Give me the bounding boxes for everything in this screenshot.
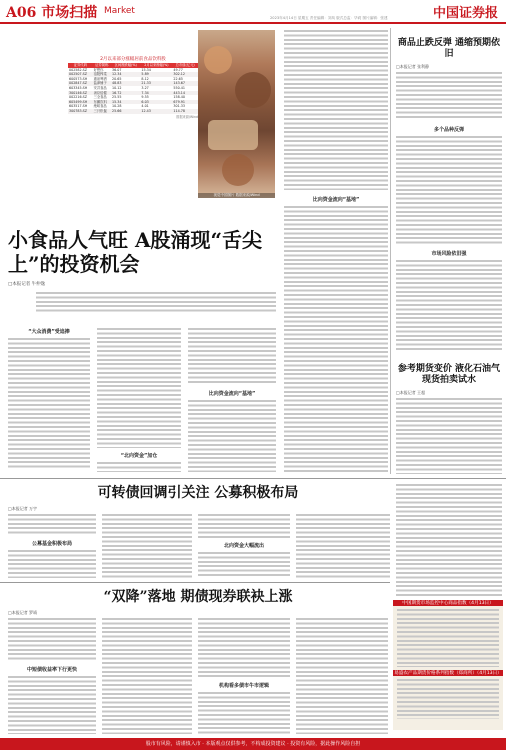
issue-meta: 2023年4月14日 星期五 责任编辑：刘凤 版式总监：毕莉 图片编辑：张建	[270, 16, 388, 20]
table-cell: 22.65	[173, 76, 183, 81]
table-cell: 20.65	[112, 76, 122, 81]
mid-col-3b	[198, 552, 290, 578]
table-cell: 16.72	[111, 91, 140, 96]
newspaper-logo: 中国证券报	[432, 6, 498, 21]
right-top-col-2	[396, 136, 502, 246]
mid-title: 可转债回调引关注 公募积极布局	[97, 485, 299, 501]
stock-table	[68, 56, 198, 180]
right-top-subhead-2: 市场风险依旧强	[431, 251, 467, 257]
table-note: 数据来源/Wind	[176, 114, 198, 119]
table-cell: 15.34	[111, 100, 140, 105]
table-cell: 605499.SH	[68, 100, 93, 105]
table-cell: 25.55	[112, 95, 122, 100]
table-cell: 48.83	[111, 81, 140, 86]
index-table-2	[397, 679, 499, 719]
mid-subhead-1: 公募基金积极布局	[31, 541, 72, 547]
table-cell: 21.33	[140, 81, 172, 86]
snack-photo	[198, 30, 275, 198]
low-col-1	[8, 618, 96, 662]
mid-col-1b	[8, 550, 96, 578]
index-box	[393, 600, 503, 730]
table-cell: 惠泉啤酒	[93, 76, 107, 81]
table-cell: 002216.SZ	[69, 95, 87, 100]
table-cell: 301.33	[173, 104, 185, 109]
lead-title: 小食品人气旺 A股涌现“舌尖上”的投资机会	[8, 228, 262, 276]
section-rule-2	[0, 582, 390, 583]
table-cell: 涪陵榨菜	[93, 72, 111, 77]
column-divider	[390, 28, 391, 474]
lead-subhead-2: “北向资金”加仓	[120, 453, 158, 459]
right-bottom-col	[396, 484, 502, 596]
index-box-title-1: 中国期货市场监控中心商品指数（4月13日）	[393, 600, 503, 606]
low-col-2	[102, 618, 192, 734]
lead-subhead-3: 比向资金流向“基地”	[208, 391, 256, 397]
table-body	[68, 68, 198, 114]
right-top-col-3	[396, 260, 502, 350]
table-cell: 300783.SZ	[68, 109, 93, 114]
photo-caption: 视觉中国图片 数据来源/Wind	[198, 193, 275, 198]
low-col-3	[198, 618, 290, 678]
table-cell: 12.34	[111, 72, 140, 77]
mid-col-1	[8, 514, 96, 536]
table-cell: 8.12	[141, 76, 149, 81]
table-cell: 东鹏饮料	[93, 100, 111, 105]
right-mid-byline: □本报记者 王超	[396, 390, 426, 395]
table-cell: 5.89	[140, 72, 172, 77]
table-header-cell: 证券代码	[68, 63, 93, 68]
mid-subhead-2: 北向资金大幅流出	[223, 543, 264, 549]
table-cell: 002582.SZ	[69, 67, 87, 72]
table-cell: 10.12	[112, 85, 122, 90]
page-header	[0, 0, 506, 22]
table-cell: 4.01	[141, 104, 149, 109]
index-table-1	[397, 609, 499, 667]
low-col-3b	[198, 692, 290, 734]
table-cell: 9.55	[141, 95, 149, 100]
right-top-col-1	[396, 72, 502, 120]
table-cell: 49.77	[173, 67, 183, 72]
table-cell: 绝味食品	[93, 104, 107, 109]
mid-col-3	[198, 514, 290, 538]
mid-top-col	[284, 30, 388, 190]
lead-col-2	[97, 328, 181, 448]
table-cell: 盐津铺子	[93, 81, 111, 86]
table-header-cell: 2月以来涨幅(%)	[140, 63, 172, 68]
table-cell: 6.03	[140, 100, 172, 105]
low-byline: □本报记者 罗靖	[8, 610, 38, 615]
mid-top-col-b	[284, 206, 388, 472]
table-cell: 12.43	[140, 109, 172, 114]
table-cell: 158.40	[173, 95, 185, 100]
table-cell: 550.41	[173, 85, 185, 90]
table-cell: 三只松鼠	[93, 109, 111, 114]
mid-top-subhead: 比向资金流向“基地”	[312, 197, 360, 203]
table-cell: 114.78	[172, 109, 198, 114]
table-cell: 443.14	[172, 91, 198, 96]
low-col-1b	[8, 676, 96, 734]
table-header-cell: 区间涨跌幅(%)	[111, 63, 140, 68]
low-subhead-1: 中短债收益率下行更快	[26, 667, 77, 673]
right-top-byline: □本报记者 张利静	[396, 64, 430, 69]
header-rule	[0, 22, 506, 24]
index-box-title-2: 易盛农产品期货价格系列指数（郑商所）（4月13日）	[394, 671, 502, 676]
table-cell: 302.12	[172, 72, 198, 77]
mid-col-4	[296, 514, 390, 578]
lead-summary	[36, 292, 276, 314]
mid-col-2	[102, 514, 192, 578]
table-cell: 汤臣倍健	[93, 91, 111, 96]
table-cell: 603345.SH	[69, 85, 88, 90]
table-cell: 25.66	[111, 109, 140, 114]
lead-subhead-1: “大众消费”受追捧	[28, 329, 70, 335]
table-title: 2月以来部分涨幅居前食品饮料股	[100, 57, 166, 62]
table-cell: 3.27	[141, 85, 149, 90]
table-cell: 143.67	[172, 81, 198, 86]
right-top-subhead-1: 多个品种反弹	[433, 127, 464, 133]
table-cell: 安井食品	[93, 85, 107, 90]
table-header-cell: 证券简称	[93, 63, 111, 68]
low-col-4	[296, 618, 388, 734]
right-mid-title: 参考期货变价 液化石油气现货拍卖试水	[397, 364, 501, 385]
section-title: A06 市场扫描	[6, 5, 98, 21]
table-cell: 7.34	[140, 91, 172, 96]
section-subtitle: Market	[104, 6, 135, 16]
table-cell: 300146.SZ	[68, 91, 93, 96]
table-cell: 600573.SH	[69, 76, 88, 81]
section-rule-1	[0, 478, 506, 479]
lead-byline: □本报记者 牛仲逸	[8, 282, 46, 287]
page-footer: 股市有风险，请谨慎入市 · 本版观点仅供参考，不构成投资建议 · 投资有风险，据此操作风险自担	[0, 738, 506, 750]
table-cell: 36.07	[112, 67, 122, 72]
lead-col-3	[188, 328, 276, 384]
right-mid-col	[396, 398, 502, 474]
lead-col-3b	[188, 400, 276, 472]
table-cell: 15.34	[141, 67, 151, 72]
low-title: “双降”落地 期债现券联袂上涨	[103, 589, 293, 605]
table-cell: 好想你	[93, 67, 104, 72]
table-cell: 002507.SZ	[68, 72, 93, 77]
table-header-cell: 总市值(亿元)	[172, 63, 198, 68]
right-top-title: 商品止跌反弹 通缩预期依旧	[397, 38, 501, 59]
lead-col-2b	[97, 462, 181, 472]
snack-photo-art	[198, 30, 275, 198]
table-cell: 603517.SH	[69, 104, 88, 109]
mid-byline: □本报记者 万宇	[8, 506, 38, 511]
table-cell: 679.91	[172, 100, 198, 105]
lead-col-1	[8, 338, 90, 468]
table-cell: 10.28	[112, 104, 122, 109]
table-cell: 三全食品	[93, 95, 107, 100]
low-subhead-2: 机构看多债市牛市逻辑	[218, 683, 269, 689]
table-cell: 002847.SZ	[68, 81, 93, 86]
